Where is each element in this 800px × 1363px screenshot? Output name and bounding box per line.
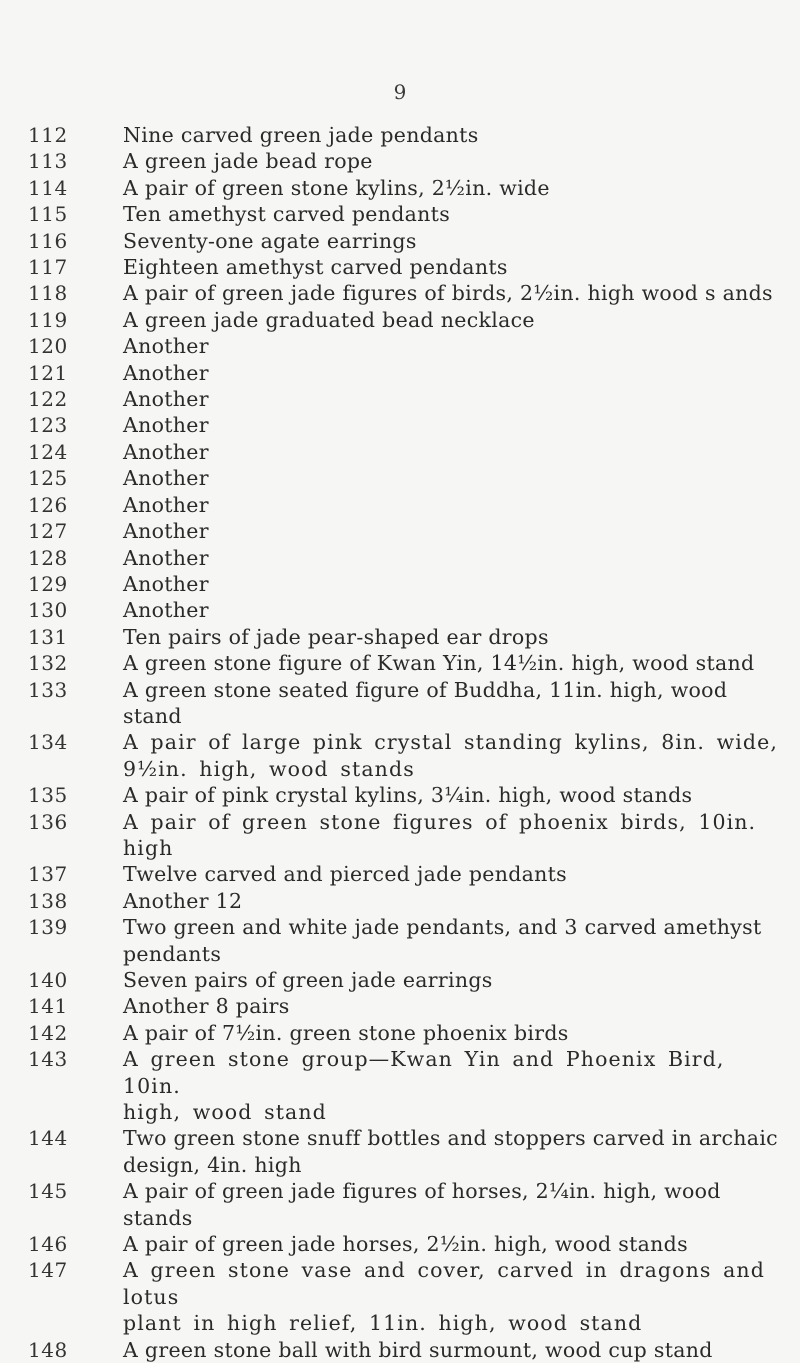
lot-description: Another [123, 598, 209, 623]
lot-entry [0, 993, 800, 1019]
lot-number: 113 [28, 149, 68, 174]
lot-number: 117 [28, 255, 68, 280]
lot-number: 129 [28, 571, 68, 596]
lot-number: 145 [28, 1179, 68, 1204]
lot-description: Ten amethyst carved pendants [123, 202, 451, 227]
lot-description: Seven pairs of green jade earrings [123, 968, 493, 992]
lot-entry [0, 1020, 800, 1046]
lot-entry [0, 492, 800, 518]
lot-entry [0, 386, 800, 412]
lot-entry [0, 967, 800, 993]
lot-number: 137 [28, 862, 68, 887]
lot-entry [0, 914, 800, 967]
lot-number: 130 [28, 598, 68, 623]
lot-entry [0, 280, 800, 306]
lot-entry [0, 1257, 800, 1336]
lot-number: 148 [28, 1337, 68, 1362]
lot-number: 116 [28, 228, 68, 253]
lot-entry [0, 201, 800, 227]
lot-entry [0, 1231, 800, 1257]
lot-description: Another [123, 466, 209, 491]
lot-entry [0, 1178, 800, 1231]
lot-entry [0, 861, 800, 887]
lot-number: 128 [28, 545, 68, 570]
lot-number: 123 [28, 413, 68, 438]
lot-description: Nine carved green jade pendants [123, 123, 479, 147]
lot-entry [0, 439, 800, 465]
lot-number: 135 [28, 783, 68, 808]
lot-description: A green stone ball with bird surmount, wood cup stand [123, 1337, 713, 1362]
lot-number: 131 [28, 624, 68, 649]
lot-entry [0, 1337, 800, 1363]
lot-description: Two green and white jade pendants, and 3 carved amethyst pendants [123, 915, 762, 966]
lot-entry [0, 809, 800, 862]
lot-entry [0, 545, 800, 571]
lot-entry [0, 782, 800, 808]
lot-description: A pair of pink crystal kylins, 3¼in. high, wood stands [123, 783, 693, 808]
lot-description: Ten pairs of jade pear-shaped ear drops [123, 624, 549, 649]
lot-entry [0, 650, 800, 676]
lot-entry [0, 729, 800, 782]
lot-description: Another [123, 360, 209, 385]
lot-description: Another [123, 413, 209, 438]
lot-number: 125 [28, 466, 68, 491]
lot-entry [0, 888, 800, 914]
lot-number: 121 [28, 360, 68, 385]
lot-entry [0, 307, 800, 333]
lot-number: 141 [28, 994, 68, 1019]
lot-description: A pair of large pink crystal standing kylins, 8in. wide, 9½in. high, wood stands [123, 730, 778, 781]
lot-description: Two green stone snuff bottles and stoppers carved in archaic design, 4in. high [123, 1126, 778, 1177]
lot-number: 143 [28, 1047, 68, 1072]
lot-number: 127 [28, 519, 68, 544]
lot-description: A green stone seated figure of Buddha, 11in. high, wood stand [123, 677, 728, 728]
lot-number: 144 [28, 1126, 68, 1151]
lot-description: Seventy-one agate earrings [123, 228, 417, 253]
lot-description: A green stone figure of Kwan Yin, 14½in. high, wood stand [123, 651, 755, 676]
lot-description: Another [123, 439, 209, 464]
lot-entry [0, 597, 800, 623]
lot-description: Another [123, 545, 209, 570]
lot-description: A pair of green jade figures of horses, 2¼in. high, wood stands [123, 1179, 721, 1230]
lot-number: 115 [28, 202, 68, 227]
lot-number: 142 [28, 1020, 68, 1045]
lot-entry [0, 571, 800, 597]
lot-entry [0, 122, 800, 148]
lot-description: Twelve carved and pierced jade pendants [123, 862, 568, 887]
lot-description: A pair of green jade figures of birds, 2½in. high wood s ands [123, 281, 773, 306]
lot-description: A pair of 7½in. green stone phoenix birds [123, 1020, 569, 1045]
lot-number: 147 [28, 1258, 68, 1283]
lot-number: 124 [28, 439, 68, 464]
lot-entry [0, 412, 800, 438]
lot-number: 133 [28, 677, 68, 702]
lot-entry [0, 254, 800, 280]
lot-entry [0, 677, 800, 730]
lot-list [0, 122, 800, 1363]
lot-number: 146 [28, 1232, 68, 1257]
lot-number: 114 [28, 175, 68, 200]
lot-number: 112 [28, 123, 68, 147]
lot-number: 120 [28, 334, 68, 359]
lot-description: Another [123, 519, 209, 544]
lot-entry [0, 360, 800, 386]
lot-description: Another [123, 387, 209, 412]
lot-description: Another [123, 492, 209, 517]
lot-number: 138 [28, 888, 68, 913]
lot-description: Another 8 pairs [123, 994, 290, 1019]
lot-entry [0, 624, 800, 650]
lot-number: 134 [28, 730, 68, 755]
lot-description: A green stone vase and cover, carved in dragons and lotus plant in high relief, 11in. high, wood stand [123, 1258, 765, 1336]
lot-number: 132 [28, 651, 68, 676]
lot-number: 126 [28, 492, 68, 517]
lot-number: 139 [28, 915, 68, 940]
lot-description: Another [123, 334, 209, 359]
lot-entry [0, 333, 800, 359]
lot-description: A pair of green stone figures of phoenix birds, 10in. high [123, 809, 757, 860]
lot-number: 140 [28, 968, 68, 992]
lot-entry [0, 175, 800, 201]
lot-entry [0, 1125, 800, 1178]
lot-entry [0, 465, 800, 491]
lot-entry [0, 228, 800, 254]
lot-entry [0, 1046, 800, 1125]
lot-description: A green jade bead rope [123, 149, 373, 174]
lot-description: A green jade graduated bead necklace [123, 307, 535, 332]
lot-number: 122 [28, 387, 68, 412]
page-number: 9 [393, 80, 407, 104]
lot-description: A pair of green jade horses, 2½in. high, wood stands [123, 1232, 688, 1257]
lot-description: Eighteen amethyst carved pendants [123, 255, 508, 280]
lot-description: A green stone group—Kwan Yin and Phoenix Bird, 10in. high, wood stand [123, 1047, 725, 1125]
lot-description: A pair of green stone kylins, 2½in. wide [123, 175, 550, 200]
lot-description: Another 12 [123, 888, 243, 913]
lot-entry [0, 518, 800, 544]
lot-number: 118 [28, 281, 68, 306]
lot-entry [0, 148, 800, 174]
lot-number: 136 [28, 809, 68, 834]
lot-description: Another [123, 571, 209, 596]
lot-number: 119 [28, 307, 68, 332]
